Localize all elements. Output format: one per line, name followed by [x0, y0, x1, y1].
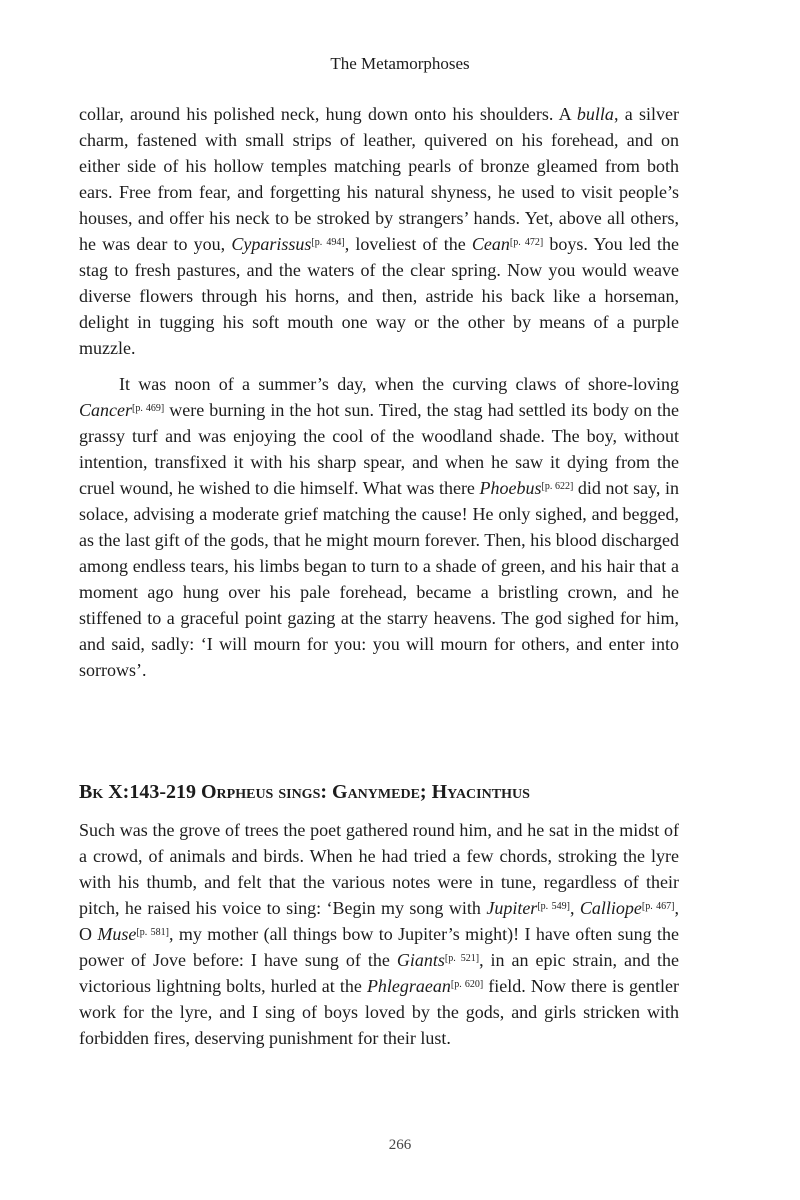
italic-name: bulla: [576, 104, 614, 124]
text-run: Such was the grove of trees the poet gathered round him, and he sat in the midst of a crowd, of animals and birds. When he had tried a few chords, stroking the lyre with his thumb, and felt that the various notes were in tune, regardless of their pitch, he raised his voice to sing: ‘Begin my song with: [79, 820, 679, 918]
paragraph: [79, 371, 679, 683]
paragraph: [79, 817, 679, 1051]
italic-name: Phlegraean: [366, 976, 451, 996]
text-run: , loveliest of the: [344, 234, 472, 254]
text-run: boys. You led the stag to fresh pastures, and the waters of the clear spring. Now you would weave diverse flowers through his horns, and then, astride his back like a horseman, delight in tugging his soft mouth one way or the other by means of a purple muzzle.: [79, 234, 679, 358]
body-text-after-heading: [79, 817, 679, 1051]
italic-name: Cancer: [79, 400, 132, 420]
italic-name: Jupiter: [486, 898, 538, 918]
page-reference[interactable]: [p. 467]: [641, 901, 675, 912]
italic-name: Cyparissus: [231, 234, 312, 254]
text-run: , O: [79, 898, 679, 944]
text-run: were burning in the hot sun. Tired, the stag had settled its body on the grassy turf and was enjoying the cool of the woodland shade. The boy, without intention, transfixed it with his sharp spear, and when he saw it dying from the cruel wound, he wished to die himself. What was there: [79, 400, 679, 498]
section-heading: Bk X:143-219 Orpheus sings: Ganymede; Hyacinthus: [79, 780, 530, 803]
page-reference[interactable]: [p. 622]: [541, 481, 574, 492]
page-reference[interactable]: [p. 581]: [136, 927, 169, 938]
page-reference[interactable]: [p. 472]: [509, 237, 544, 248]
italic-name: Calliope: [579, 898, 642, 918]
italic-name: Phoebus: [479, 478, 542, 498]
italic-name: Cean: [471, 234, 510, 254]
page-number: 266: [388, 1137, 412, 1153]
text-run: , my mother (all things bow to Jupiter’s might)! I have often sung the power of Jove before: I have sung of the: [79, 924, 679, 970]
running-head: The Metamorphoses: [330, 54, 470, 73]
italic-name: Muse: [97, 924, 137, 944]
page-reference[interactable]: [p. 521]: [444, 953, 480, 964]
text-run: collar, around his polished neck, hung down onto his shoulders. A: [79, 104, 577, 124]
body-text-before-heading: [79, 101, 679, 683]
page-reference[interactable]: [p. 469]: [132, 403, 165, 414]
text-run: field. Now there is gentler work for the lyre, and I sing of boys loved by the gods, and girls stricken with forbidden fires, deserving punishment for their lust.: [79, 976, 679, 1048]
page-reference[interactable]: [p. 494]: [311, 237, 345, 248]
text-run: did not say, in solace, advising a moderate grief matching the cause! He only sighed, and begged, as the last gift of the gods, that he might mourn forever. Then, his blood discharged among endless tears, his limbs began to turn to a shade of green, and his hair that a moment ago hung over his pale forehead, became a bristling crown, and he stiffened to a graceful point gazing at the starry heavens. The god sighed for him, and said, sadly: ‘I will mourn for you: you will mourn for others, and enter into sorrows’.: [79, 478, 680, 680]
text-run: , in an epic strain, and the victorious lightning bolts, hurled at the: [79, 950, 679, 996]
text-run: , a silver charm, fastened with small strips of leather, quivered on his forehead, and on either side of his hollow temples matching pearls of bronze gleamed from both ears. Free from fear, and forgetting his natural shyness, he used to visit people’s houses, and offer his neck to be stroked by strangers’ hands. Yet, above all others, he was dear to you,: [79, 104, 679, 254]
text-run: It was noon of a summer’s day, when the curving claws of shore-loving: [119, 374, 679, 394]
paragraph: [79, 101, 679, 361]
italic-name: Giants: [396, 950, 445, 970]
text-run: ,: [569, 898, 580, 918]
page-reference[interactable]: [p. 620]: [450, 979, 484, 990]
page-reference[interactable]: [p. 549]: [537, 901, 570, 912]
